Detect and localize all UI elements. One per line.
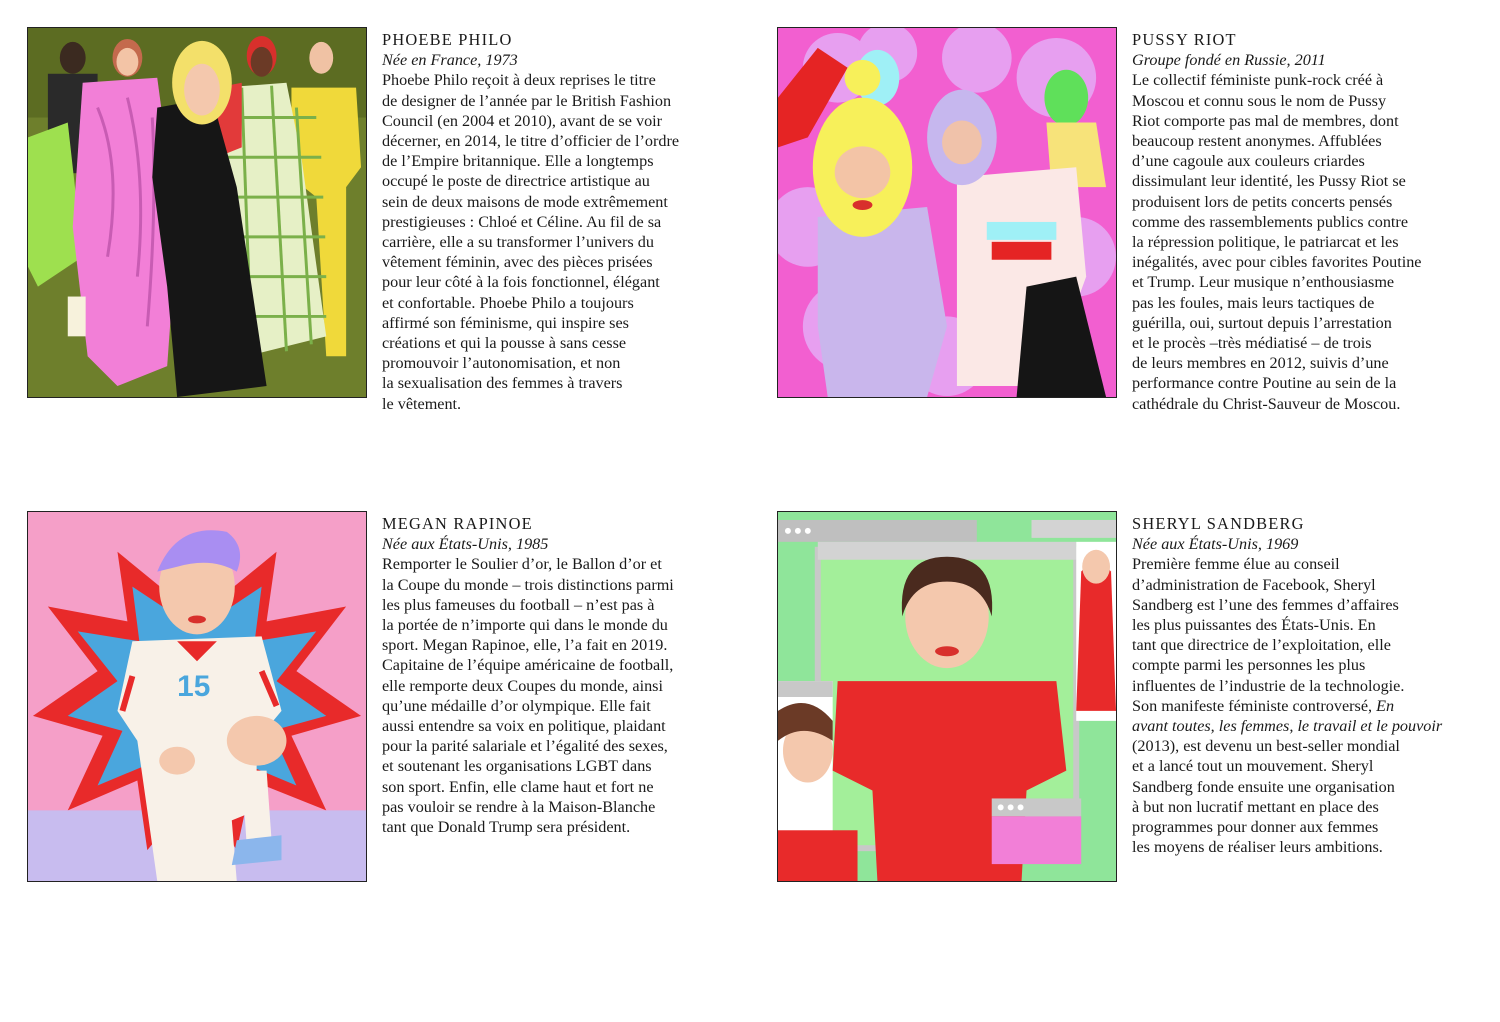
illustration-phoebe-philo bbox=[27, 27, 367, 398]
bio-line: Sandberg est l’une des femmes d’affaires bbox=[1132, 595, 1399, 614]
bio-line: Moscou et connu sous le nom de Pussy bbox=[1132, 91, 1387, 110]
bio-line: produisent lors de petits concerts pensés bbox=[1132, 192, 1393, 211]
person-bio bbox=[382, 554, 762, 837]
entry-megan-rapinoe bbox=[27, 511, 767, 931]
bio-line: et le procès –très médiatisé – de trois bbox=[1132, 334, 1372, 353]
bio-line: promouvoir l’autonomisation, et non bbox=[382, 354, 621, 373]
bio-line: les plus fameuses du football – n’est pas à bbox=[382, 595, 655, 614]
person-origin: Groupe fondé en Russie, 2011 bbox=[1132, 51, 1326, 70]
bio-line: sport. Megan Rapinoe, elle, l’a fait en 2019. bbox=[382, 636, 668, 655]
person-name: PUSSY RIOT bbox=[1132, 30, 1237, 49]
bio-line: et a lancé tout un mouvement. Sheryl bbox=[1132, 757, 1374, 776]
bio-line: beaucoup restent anonymes. Affublées bbox=[1132, 132, 1382, 151]
bio-line: Capitaine de l’équipe américaine de football, bbox=[382, 656, 674, 675]
bio-line: Première femme élue au conseil bbox=[1132, 555, 1340, 574]
bio-line: influentes de l’industrie de la technologie. bbox=[1132, 676, 1405, 695]
bio-line: son sport. Enfin, elle clame haut et fort ne bbox=[382, 777, 654, 796]
person-name: SHERYL SANDBERG bbox=[1132, 514, 1305, 533]
bio-line: guérilla, oui, surtout depuis l’arrestation bbox=[1132, 313, 1392, 332]
bio-line: de leurs membres en 2012, suivis d’une bbox=[1132, 354, 1389, 373]
bio-line: aussi entendre sa voix en politique, plaidant bbox=[382, 717, 666, 736]
person-name: MEGAN RAPINOE bbox=[382, 514, 533, 533]
jersey-number: 15 bbox=[177, 669, 211, 704]
bio-line: pour leur côté à la fois fonctionnel, élégant bbox=[382, 273, 660, 292]
bio-line: sein de deux maisons de mode extrêmement bbox=[382, 192, 668, 211]
bio-line: tant que Donald Trump sera président. bbox=[382, 818, 631, 837]
bio-line: affirmé son féminisme, qui inspire ses bbox=[382, 313, 629, 332]
entry-phoebe-philo bbox=[27, 27, 767, 447]
bio-line: les plus puissantes des États-Unis. En bbox=[1132, 616, 1376, 635]
bio-line: pour la parité salariale et l’égalité des sexes, bbox=[382, 737, 668, 756]
person-origin: Née aux États-Unis, 1969 bbox=[1132, 535, 1299, 554]
illustration-megan-rapinoe bbox=[27, 511, 367, 882]
bio-line: créations et qui la pousse à sans cesse bbox=[382, 334, 627, 353]
bio-line: inégalités, avec pour cibles favorites Poutine bbox=[1132, 253, 1422, 272]
bio-line: la sexualisation des femmes à travers bbox=[382, 374, 623, 393]
book-title: avant toutes, les femmes, le travail et le pouvoir bbox=[1132, 717, 1443, 736]
bio-line: qu’une médaille d’or olympique. Elle fait bbox=[382, 696, 651, 715]
person-name: PHOEBE PHILO bbox=[382, 30, 513, 49]
bio-line: la Coupe du monde – trois distinctions parmi bbox=[382, 575, 674, 594]
bio-line: le vêtement. bbox=[382, 394, 462, 413]
bio-line: performance contre Poutine au sein de la bbox=[1132, 374, 1397, 393]
bio-line: de l’Empire britannique. Elle a longtemps bbox=[382, 152, 654, 171]
bio-line: prestigieuses : Chloé et Céline. Au fil de sa bbox=[382, 212, 662, 231]
bio-line: la répression politique, le patriarcat et les bbox=[1132, 233, 1399, 252]
bio-line: elle remporte deux Coupes du monde, ainsi bbox=[382, 676, 663, 695]
bio-line: Sandberg fonde ensuite une organisation bbox=[1132, 777, 1395, 796]
person-origin: Née aux États-Unis, 1985 bbox=[382, 535, 549, 554]
bio-line: et Trump. Leur musique n’enthousiasme bbox=[1132, 273, 1395, 292]
bio-line: les moyens de réaliser leurs ambitions. bbox=[1132, 838, 1383, 857]
bio-line: compte parmi les personnes les plus bbox=[1132, 656, 1366, 675]
person-origin: Née en France, 1973 bbox=[382, 51, 518, 70]
bio-line: (2013), est devenu un best-seller mondial bbox=[1132, 737, 1400, 756]
bio-line: vêtement féminin, avec des pièces prisées bbox=[382, 253, 653, 272]
bio-line: carrière, elle a su transformer l’univers du bbox=[382, 233, 654, 252]
bio-line: cathédrale du Christ-Sauveur de Moscou. bbox=[1132, 394, 1401, 413]
bio-line: d’une cagoule aux couleurs criardes bbox=[1132, 152, 1365, 171]
bio-line: et soutenant les organisations LGBT dans bbox=[382, 757, 652, 776]
person-bio bbox=[382, 70, 762, 413]
bio-line: programmes pour donner aux femmes bbox=[1132, 818, 1379, 837]
person-bio bbox=[1132, 554, 1500, 857]
illustration-sheryl-sandberg bbox=[777, 511, 1117, 882]
bio-line bbox=[1132, 716, 1500, 736]
bio-line-text: Son manifeste féministe controversé, bbox=[1132, 696, 1373, 715]
bio-line: comme des rassemblements publics contre bbox=[1132, 212, 1409, 231]
bio-line bbox=[1132, 696, 1500, 716]
bio-line: dissimulant leur identité, les Pussy Riot se bbox=[1132, 172, 1406, 191]
book-title-start: En bbox=[1376, 696, 1395, 715]
bio-line: à but non lucratif mettant en place des bbox=[1132, 797, 1379, 816]
entry-sheryl-sandberg bbox=[777, 511, 1500, 931]
bio-line: Le collectif féministe punk-rock créé à bbox=[1132, 71, 1384, 90]
entry-pussy-riot bbox=[777, 27, 1500, 447]
illustration-pussy-riot bbox=[777, 27, 1117, 398]
bio-line: Phoebe Philo reçoit à deux reprises le titre bbox=[382, 71, 656, 90]
bio-line: Council (en 2004 et 2010), avant de se voir bbox=[382, 111, 663, 130]
bio-line: Remporter le Soulier d’or, le Ballon d’or et bbox=[382, 555, 662, 574]
bio-line: décerner, en 2014, le titre d’officier de l’ordre bbox=[382, 132, 680, 151]
bio-line: Riot comporte pas mal de membres, dont bbox=[1132, 111, 1399, 130]
bio-line: pas les foules, mais leurs tactiques de bbox=[1132, 293, 1375, 312]
bio-line: occupé le poste de directrice artistique au bbox=[382, 172, 650, 191]
bio-line: et confortable. Phoebe Philo a toujours bbox=[382, 293, 634, 312]
person-bio bbox=[1132, 70, 1500, 413]
bio-line: d’administration de Facebook, Sheryl bbox=[1132, 575, 1376, 594]
bio-line: de designer de l’année par le British Fashion bbox=[382, 91, 672, 110]
bio-line: tant que directrice de l’exploitation, elle bbox=[1132, 636, 1391, 655]
bio-line: la portée de n’importe qui dans le monde du bbox=[382, 616, 668, 635]
bio-line: pas vouloir se rendre à la Maison-Blanche bbox=[382, 797, 656, 816]
